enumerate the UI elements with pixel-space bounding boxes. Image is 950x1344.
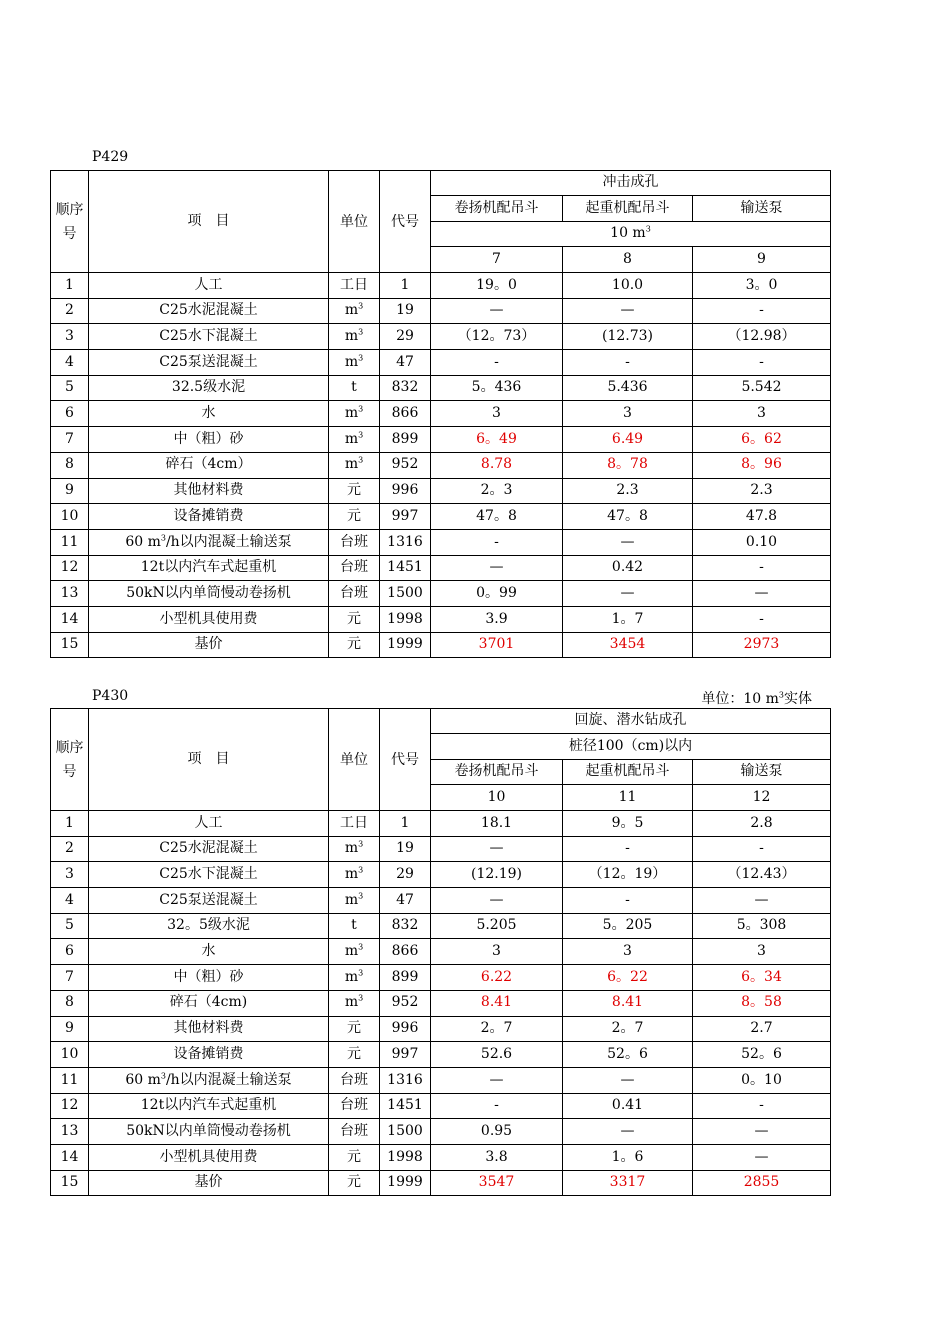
row-item: 水 [89, 939, 329, 965]
row-code: 1999 [380, 632, 431, 658]
row-value: — [563, 529, 693, 555]
row-item: 碎石（4cm) [89, 990, 329, 1016]
table-row [51, 350, 831, 376]
row-value: （12.43） [693, 862, 831, 888]
row-unit: 元 [329, 504, 380, 530]
row-item: 基价 [89, 1170, 329, 1196]
table-row [51, 452, 831, 478]
row-seq: 9 [51, 1016, 89, 1042]
row-value: (12.19) [431, 862, 563, 888]
row-value: 1。6 [563, 1144, 693, 1170]
table-row [51, 965, 831, 991]
row-value: - [693, 555, 831, 581]
row-item: 水 [89, 401, 329, 427]
row-value: 3 [563, 939, 693, 965]
row-code: 47 [380, 888, 431, 914]
page-label-p429: P429 [92, 149, 129, 165]
table-row [51, 581, 831, 607]
row-value: 47.8 [693, 504, 831, 530]
row-value: 3701 [431, 632, 563, 658]
row-seq: 8 [51, 452, 89, 478]
row-value: — [431, 1067, 563, 1093]
row-value: 3。0 [693, 273, 831, 299]
row-code: 19 [380, 298, 431, 324]
row-item: 32.5级水泥 [89, 375, 329, 401]
row-value: 0.95 [431, 1119, 563, 1145]
table-row [51, 1016, 831, 1042]
row-unit: 台班 [329, 529, 380, 555]
table-row [51, 1093, 831, 1119]
row-seq: 11 [51, 529, 89, 555]
row-value: 8。96 [693, 452, 831, 478]
row-unit: 台班 [329, 1067, 380, 1093]
row-unit: $m^3$ [329, 324, 380, 350]
row-value: — [693, 1144, 831, 1170]
row-code: 1999 [380, 1170, 431, 1196]
row-seq: 10 [51, 504, 89, 530]
row-value: - [693, 606, 831, 632]
table-row [51, 862, 831, 888]
row-value: — [431, 888, 563, 914]
row-value: - [693, 1093, 831, 1119]
row-value: （12。19） [563, 862, 693, 888]
row-unit: 元 [329, 632, 380, 658]
row-value: 6。34 [693, 965, 831, 991]
row-seq: 3 [51, 324, 89, 350]
row-unit: 元 [329, 1144, 380, 1170]
row-value: 2.3 [563, 478, 693, 504]
row-seq: 6 [51, 939, 89, 965]
code-header: 代号 [380, 171, 431, 273]
row-value: 5。205 [563, 913, 693, 939]
row-item: 小型机具使用费 [89, 606, 329, 632]
row-value: — [563, 1119, 693, 1145]
row-value: 47。8 [431, 504, 563, 530]
row-value: 52。6 [693, 1042, 831, 1068]
row-value: — [431, 298, 563, 324]
col-header: 卷扬机配吊斗 [431, 196, 563, 222]
row-seq: 5 [51, 913, 89, 939]
code-header: 代号 [380, 709, 431, 811]
table-row [51, 836, 831, 862]
table-row [51, 504, 831, 530]
table-row [51, 1144, 831, 1170]
row-value: 2.8 [693, 811, 831, 837]
row-code: 899 [380, 427, 431, 453]
row-value: 3317 [563, 1170, 693, 1196]
col-header: 起重机配吊斗 [563, 760, 693, 785]
row-unit: 台班 [329, 581, 380, 607]
row-unit: 台班 [329, 1119, 380, 1145]
row-seq: 14 [51, 606, 89, 632]
row-code: 997 [380, 1042, 431, 1068]
row-item: 其他材料费 [89, 478, 329, 504]
row-seq: 7 [51, 965, 89, 991]
row-seq: 9 [51, 478, 89, 504]
table-row [51, 273, 831, 299]
table-row [51, 888, 831, 914]
row-value: 6。49 [431, 427, 563, 453]
row-value: 3 [431, 939, 563, 965]
row-value: 8.41 [563, 990, 693, 1016]
row-item: 中（粗）砂 [89, 427, 329, 453]
row-unit: 元 [329, 478, 380, 504]
row-seq: 10 [51, 1042, 89, 1068]
table-row [51, 1067, 831, 1093]
row-code: 1316 [380, 529, 431, 555]
row-item: 设备摊销费 [89, 504, 329, 530]
row-seq: 8 [51, 990, 89, 1016]
row-value: 2.7 [693, 1016, 831, 1042]
table-row [51, 401, 831, 427]
row-item: C25泵送混凝土 [89, 350, 329, 376]
quota-table-p430 [50, 708, 831, 1196]
table-row [51, 1042, 831, 1068]
row-value: - [431, 1093, 563, 1119]
row-item: 人工 [89, 811, 329, 837]
row-value: 2973 [693, 632, 831, 658]
unit-note: 单位：10 $m^3$实体 [701, 690, 812, 707]
row-seq: 2 [51, 298, 89, 324]
col-number: 8 [563, 247, 693, 273]
table-row [51, 375, 831, 401]
row-value: — [431, 836, 563, 862]
row-value: - [693, 298, 831, 324]
row-code: 1998 [380, 1144, 431, 1170]
table-row [51, 555, 831, 581]
row-value: — [693, 581, 831, 607]
row-value: — [431, 555, 563, 581]
row-value: — [693, 1119, 831, 1145]
row-value: 3 [563, 401, 693, 427]
row-value: - [693, 836, 831, 862]
row-value: （12.98） [693, 324, 831, 350]
row-item: C25水下混凝土 [89, 324, 329, 350]
table-row [51, 913, 831, 939]
row-unit: 台班 [329, 555, 380, 581]
row-seq: 3 [51, 862, 89, 888]
row-code: 952 [380, 990, 431, 1016]
row-value: 0。99 [431, 581, 563, 607]
row-unit: 元 [329, 1016, 380, 1042]
row-seq: 13 [51, 1119, 89, 1145]
row-code: 952 [380, 452, 431, 478]
row-value: - [431, 350, 563, 376]
row-value: 52。6 [563, 1042, 693, 1068]
row-value: - [563, 888, 693, 914]
row-value: 1。7 [563, 606, 693, 632]
table-row [51, 324, 831, 350]
row-item: C25水下混凝土 [89, 862, 329, 888]
row-value: 47。8 [563, 504, 693, 530]
row-seq: 11 [51, 1067, 89, 1093]
col-number: 9 [693, 247, 831, 273]
row-value: 0.10 [693, 529, 831, 555]
row-item: 12t以内汽车式起重机 [89, 555, 329, 581]
row-seq: 13 [51, 581, 89, 607]
row-item: 60 $m^3/h$以内混凝土输送泵 [89, 1067, 329, 1093]
row-value: 3 [431, 401, 563, 427]
row-unit: $m^3$ [329, 350, 380, 376]
row-value: 6。22 [563, 965, 693, 991]
row-value: 2855 [693, 1170, 831, 1196]
row-value: 6.22 [431, 965, 563, 991]
row-unit: 台班 [329, 1093, 380, 1119]
row-code: 29 [380, 324, 431, 350]
table-row [51, 606, 831, 632]
row-code: 1500 [380, 1119, 431, 1145]
row-unit: $m^3$ [329, 298, 380, 324]
row-unit: 元 [329, 606, 380, 632]
row-unit: t [329, 375, 380, 401]
unit-header: 单位 [329, 171, 380, 273]
quota-table-p429 [50, 170, 831, 658]
row-item: 小型机具使用费 [89, 1144, 329, 1170]
row-value: 5.205 [431, 913, 563, 939]
row-seq: 15 [51, 632, 89, 658]
row-value: 2。3 [431, 478, 563, 504]
seq-header: 顺序号 [51, 171, 89, 273]
row-code: 1 [380, 811, 431, 837]
row-value: 8。78 [563, 452, 693, 478]
row-value: 9。5 [563, 811, 693, 837]
row-item: 50kN以内单筒慢动卷扬机 [89, 1119, 329, 1145]
row-unit: 元 [329, 1042, 380, 1068]
row-code: 832 [380, 375, 431, 401]
row-value: 19。0 [431, 273, 563, 299]
row-item: 人工 [89, 273, 329, 299]
measure-header: 10 $m^3$ [431, 222, 831, 247]
group-header: 回旋、潜水钻成孔 [431, 709, 831, 734]
row-value: 0.42 [563, 555, 693, 581]
row-unit: $m^3$ [329, 888, 380, 914]
table-row [51, 939, 831, 965]
row-unit: $m^3$ [329, 939, 380, 965]
row-value: — [563, 581, 693, 607]
row-code: 866 [380, 939, 431, 965]
unit-header: 单位 [329, 709, 380, 811]
row-value: - [563, 350, 693, 376]
row-unit: $m^3$ [329, 862, 380, 888]
row-value: 8。58 [693, 990, 831, 1016]
row-code: 997 [380, 504, 431, 530]
row-value: 5.542 [693, 375, 831, 401]
row-code: 866 [380, 401, 431, 427]
row-value: 3.8 [431, 1144, 563, 1170]
row-value: 52.6 [431, 1042, 563, 1068]
row-value: — [563, 1067, 693, 1093]
row-value: 6.49 [563, 427, 693, 453]
col-number: 12 [693, 785, 831, 811]
row-value: - [693, 350, 831, 376]
row-item: 基价 [89, 632, 329, 658]
row-value: 18.1 [431, 811, 563, 837]
row-seq: 1 [51, 811, 89, 837]
table-row [51, 478, 831, 504]
row-code: 1998 [380, 606, 431, 632]
row-unit: t [329, 913, 380, 939]
row-seq: 7 [51, 427, 89, 453]
row-item: 60 $m^3/h$以内混凝土输送泵 [89, 529, 329, 555]
table-row [51, 298, 831, 324]
row-value: 3547 [431, 1170, 563, 1196]
row-value: — [563, 298, 693, 324]
row-item: C25泵送混凝土 [89, 888, 329, 914]
row-code: 29 [380, 862, 431, 888]
row-item: 12t以内汽车式起重机 [89, 1093, 329, 1119]
row-seq: 1 [51, 273, 89, 299]
row-unit: $m^3$ [329, 452, 380, 478]
row-unit: $m^3$ [329, 427, 380, 453]
item-header: 项 目 [89, 171, 329, 273]
page-label-p430: P430 [92, 688, 129, 704]
row-value: (12.73) [563, 324, 693, 350]
item-header: 项 目 [89, 709, 329, 811]
table-row [51, 632, 831, 658]
row-seq: 6 [51, 401, 89, 427]
row-item: 其他材料费 [89, 1016, 329, 1042]
row-code: 832 [380, 913, 431, 939]
subgroup-header: 桩径100（cm)以内 [431, 734, 831, 760]
row-unit: $m^3$ [329, 836, 380, 862]
row-value: 2。7 [563, 1016, 693, 1042]
row-value: 2。7 [431, 1016, 563, 1042]
row-code: 47 [380, 350, 431, 376]
row-value: 0。10 [693, 1067, 831, 1093]
row-code: 899 [380, 965, 431, 991]
row-seq: 4 [51, 350, 89, 376]
row-seq: 12 [51, 1093, 89, 1119]
row-item: C25水泥混凝土 [89, 836, 329, 862]
row-seq: 4 [51, 888, 89, 914]
table-row [51, 1119, 831, 1145]
row-code: 1451 [380, 555, 431, 581]
table-row [51, 427, 831, 453]
row-value: — [693, 888, 831, 914]
row-unit: 元 [329, 1170, 380, 1196]
row-code: 1451 [380, 1093, 431, 1119]
table-row [51, 1170, 831, 1196]
row-value: 3.9 [431, 606, 563, 632]
col-header: 卷扬机配吊斗 [431, 760, 563, 785]
row-unit: $m^3$ [329, 990, 380, 1016]
row-value: 5.436 [563, 375, 693, 401]
row-unit: $m^3$ [329, 401, 380, 427]
row-code: 1 [380, 273, 431, 299]
col-header: 输送泵 [693, 760, 831, 785]
col-number: 11 [563, 785, 693, 811]
row-item: 50kN以内单筒慢动卷扬机 [89, 581, 329, 607]
table-row [51, 811, 831, 837]
row-unit: 工日 [329, 273, 380, 299]
row-code: 19 [380, 836, 431, 862]
row-seq: 12 [51, 555, 89, 581]
row-seq: 15 [51, 1170, 89, 1196]
row-value: 8.78 [431, 452, 563, 478]
row-code: 1316 [380, 1067, 431, 1093]
row-value: 10.0 [563, 273, 693, 299]
row-item: 32。5级水泥 [89, 913, 329, 939]
row-seq: 5 [51, 375, 89, 401]
col-number: 7 [431, 247, 563, 273]
row-code: 1500 [380, 581, 431, 607]
group-header: 冲击成孔 [431, 171, 831, 196]
row-seq: 14 [51, 1144, 89, 1170]
row-value: （12。73） [431, 324, 563, 350]
seq-header: 顺序号 [51, 709, 89, 811]
row-value: 0.41 [563, 1093, 693, 1119]
col-header: 起重机配吊斗 [563, 196, 693, 222]
row-value: 5。308 [693, 913, 831, 939]
row-value: 2.3 [693, 478, 831, 504]
row-seq: 2 [51, 836, 89, 862]
row-unit: 工日 [329, 811, 380, 837]
row-value: 3454 [563, 632, 693, 658]
row-value: 3 [693, 401, 831, 427]
row-value: 5。436 [431, 375, 563, 401]
row-code: 996 [380, 478, 431, 504]
row-code: 996 [380, 1016, 431, 1042]
row-value: - [431, 529, 563, 555]
table-row [51, 990, 831, 1016]
row-item: 设备摊销费 [89, 1042, 329, 1068]
row-unit: $m^3$ [329, 965, 380, 991]
row-value: 8.41 [431, 990, 563, 1016]
row-item: 中（粗）砂 [89, 965, 329, 991]
row-item: 碎石（4cm） [89, 452, 329, 478]
row-value: 6。62 [693, 427, 831, 453]
row-value: 3 [693, 939, 831, 965]
col-number: 10 [431, 785, 563, 811]
col-header: 输送泵 [693, 196, 831, 222]
row-item: C25水泥混凝土 [89, 298, 329, 324]
table-row [51, 529, 831, 555]
row-value: - [563, 836, 693, 862]
